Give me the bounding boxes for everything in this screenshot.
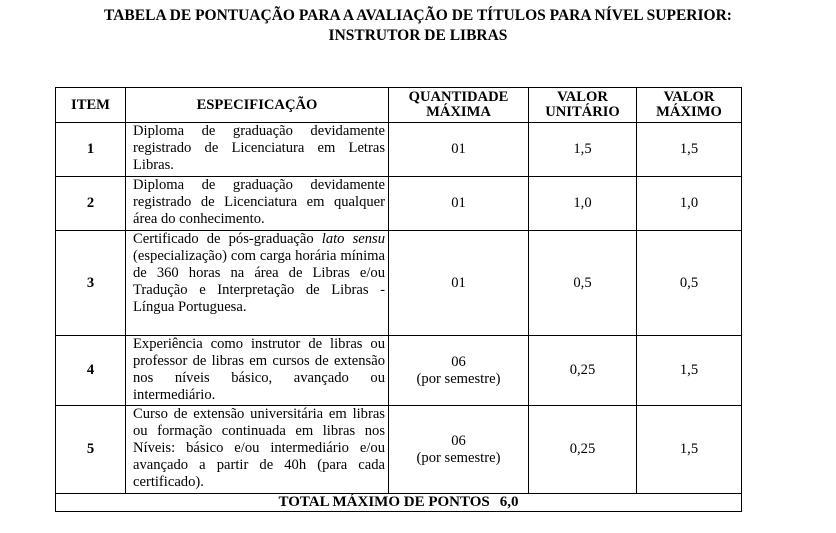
header-vu-line2: UNITÁRIO — [545, 104, 620, 120]
table-row — [56, 406, 742, 494]
row-unit: 0,5 — [529, 231, 637, 336]
total-cell — [56, 494, 742, 512]
row-spec: Experiência como instrutor de libras ou professor de libras em cursos de extensão nos níveis básico, avançado ou intermediário. — [126, 336, 389, 406]
row-unit: 0,25 — [529, 336, 637, 406]
row-spec: Diploma de graduação devidamente registrado de Licenciatura em Letras Libras. — [126, 123, 389, 177]
table-header-row — [56, 88, 742, 123]
row-spec-part1: Certificado de pós-graduação — [133, 231, 322, 247]
row-qtd-note: (por semestre) — [416, 370, 501, 387]
row-item: 2 — [56, 177, 126, 231]
header-vm-line1: VALOR — [663, 89, 715, 105]
header-max-value — [637, 88, 742, 123]
header-vm-line2: MÁXIMO — [656, 104, 722, 120]
total-label: TOTAL MÁXIMO DE PONTOS — [278, 494, 490, 510]
row-unit: 1,5 — [529, 123, 637, 177]
header-qtd-line2: MÁXIMA — [426, 104, 491, 120]
row-qtd: 01 — [389, 123, 529, 177]
row-max: 1,0 — [637, 177, 742, 231]
table-row — [56, 177, 742, 231]
row-max: 1,5 — [637, 336, 742, 406]
row-qtd-value: 06 — [451, 353, 466, 370]
table-row — [56, 123, 742, 177]
row-qtd: 01 — [389, 231, 529, 336]
row-max: 1,5 — [637, 406, 742, 494]
header-spec: ESPECIFICAÇÃO — [126, 88, 389, 123]
row-qtd-value: 06 — [451, 432, 466, 449]
row-item: 5 — [56, 406, 126, 494]
header-unit-value — [529, 88, 637, 123]
row-max: 1,5 — [637, 123, 742, 177]
row-unit: 0,25 — [529, 406, 637, 494]
header-item: ITEM — [56, 88, 126, 123]
row-qtd — [389, 406, 529, 494]
header-qtd — [389, 88, 529, 123]
row-unit: 1,0 — [529, 177, 637, 231]
table-row — [56, 231, 742, 336]
title-line-1: TABELA DE PONTUAÇÃO PARA A AVALIAÇÃO DE TÍTULOS PARA NÍVEL SUPERIOR: — [104, 7, 732, 24]
header-vu-line1: VALOR — [557, 89, 608, 105]
scoring-table — [55, 87, 742, 512]
row-spec — [126, 231, 389, 336]
row-item: 4 — [56, 336, 126, 406]
row-max: 0,5 — [637, 231, 742, 336]
row-qtd-note: (por semestre) — [416, 449, 501, 466]
total-row — [56, 494, 742, 512]
row-item: 1 — [56, 123, 126, 177]
row-qtd — [389, 336, 529, 406]
title-line-2: INSTRUTOR DE LIBRAS — [328, 27, 508, 44]
total-value: 6,0 — [499, 494, 519, 510]
row-qtd: 01 — [389, 177, 529, 231]
row-spec: Diploma de graduação devidamente registrado de Licenciatura em qualquer área do conhecimento. — [126, 177, 389, 231]
row-spec-italic: lato sensu — [321, 231, 386, 247]
document-title — [0, 6, 836, 46]
header-qtd-line1: QUANTIDADE — [408, 89, 509, 105]
row-spec-part2: (especialização) com carga horária mínima de 360 horas na área de Libras e/ou Tradução e Interpretação de Libras - Língua Portuguesa. — [133, 248, 385, 315]
row-item: 3 — [56, 231, 126, 336]
row-spec: Curso de extensão universitária em libras ou formação continuada em libras nos Níveis: básico e/ou intermediário e/ou avançado a partir de 40h (para cada certificado). — [126, 406, 389, 494]
table-row — [56, 336, 742, 406]
